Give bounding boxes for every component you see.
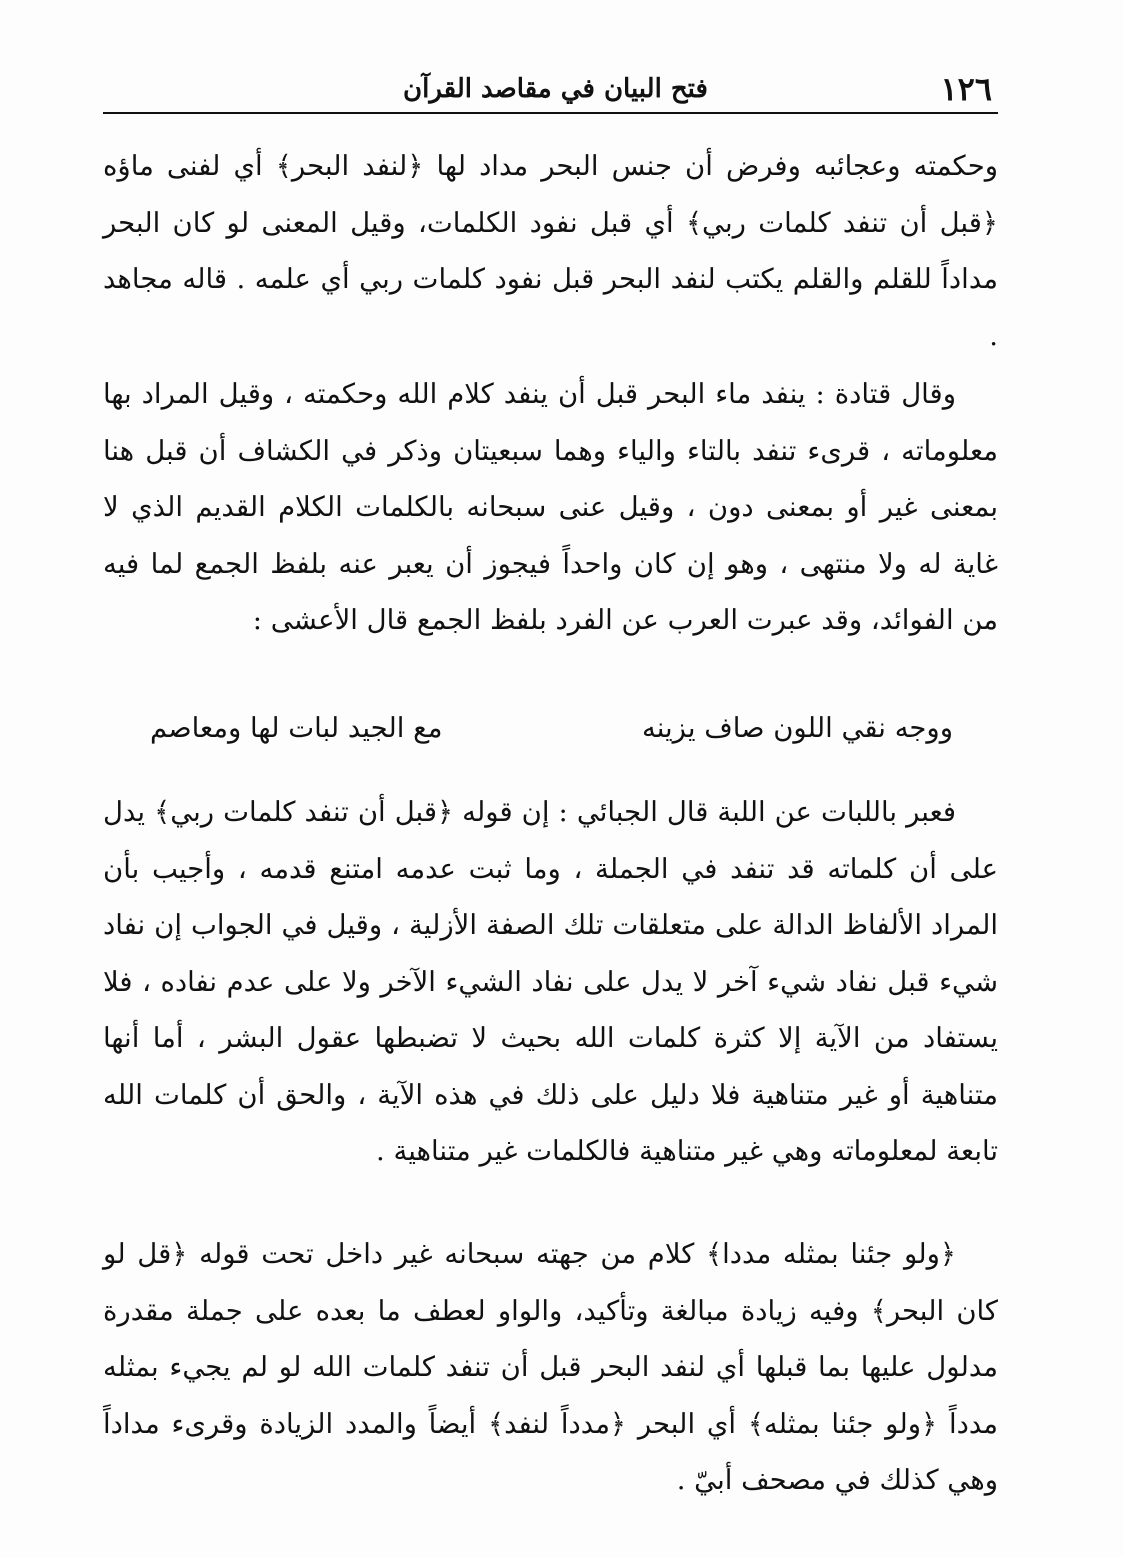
page-header [103, 66, 998, 114]
verse-second-hemistich: مع الجيد لبات لها ومعاصم [150, 712, 443, 744]
verse-first-hemistich: ووجه نقي اللون صاف يزينه [641, 712, 953, 744]
paragraph-1: وحكمته وعجائبه وفرض أن جنس البحر مداد لها ﴿لنفد البحر﴾ أي لفنى ماؤه ﴿قبل أن تنفد كلمات ربي﴾ أي قبل نفود الكلمات، وقيل المعنى لو كان البحر مداداً للقلم والقلم يكتب لنفد البحر قبل نفود كلمات ربي أي علمه . قاله مجاهد . [103, 150, 998, 352]
paragraph-2: وقال قتادة : ينفد ماء البحر قبل أن ينفد كلام الله وحكمته ، وقيل المراد بها معلوماته ، قرىء تنفد بالتاء والياء وهما سبعيتان وذكر في الكشاف أن قبل هنا بمعنى غير أو بمعنى دون ، وقيل عنى سبحانه بالكلمات الكلام القديم الذي لا غاية له ولا منتهى ، وهو إن كان واحداً فيجوز أن يعبر عنه بلفظ الجمع لما فيه من الفوائد، وقد عبرت العرب عن الفرد بلفظ الجمع قال الأعشى : [103, 378, 998, 636]
page-number: ١٢٦ [940, 70, 992, 108]
poetry-verse [150, 700, 953, 756]
running-title: فتح البيان في مقاصد القرآن [403, 74, 708, 104]
paragraph-4: ﴿ولو جئنا بمثله مددا﴾ كلام من جهته سبحانه غير داخل تحت قوله ﴿قل لو كان البحر﴾ وفيه زيادة مبالغة وتأكيد، والواو لعطف ما بعده على جملة مقدرة مدلول عليها بما قبلها أي لنفد البحر قبل أن تنفد كلمات الله لو لم يجيء بمثله مدداً ﴿ولو جئنا بمثله﴾ أي البحر ﴿مدداً لنفد﴾ أيضاً والمدد الزيادة وقرىء مداداً وهي كذلك في مصحف أبيّ . [103, 1238, 998, 1496]
paragraph-3: فعبر باللبات عن اللبة قال الجبائي : إن قوله ﴿قبل أن تنفد كلمات ربي﴾ يدل على أن كلماته قد تنفد في الجملة ، وما ثبت عدمه امتنع قدمه ، وأجيب بأن المراد الألفاظ الدالة على متعلقات تلك الصفة الأزلية ، وقيل في الجواب إن نفاد شيء قبل نفاد شيء آخر لا يدل على نفاد الشيء الآخر ولا على عدم نفاده ، فلا يستفاد من الآية إلا كثرة كلمات الله بحيث لا تضبطها عقول البشر ، أما أنها متناهية أو غير متناهية فلا دليل على ذلك في هذه الآية ، والحق أن كلمات الله تابعة لمعلوماته وهي غير متناهية فالكلمات غير متناهية . [103, 796, 998, 1167]
